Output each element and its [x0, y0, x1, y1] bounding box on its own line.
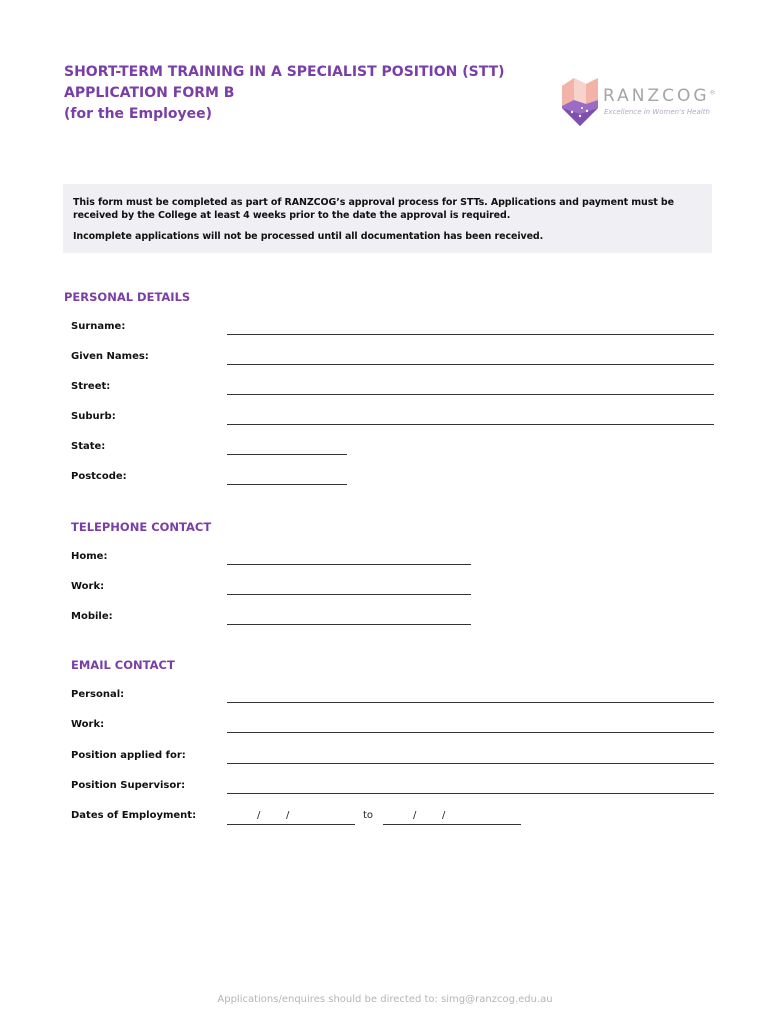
title-line-3: (for the Employee) — [64, 106, 213, 122]
street-field[interactable] — [227, 382, 714, 395]
surname-field[interactable] — [227, 322, 714, 335]
ranzcog-shield-icon — [562, 78, 598, 126]
suburb-field[interactable] — [227, 412, 714, 425]
suburb-label: Suburb: — [71, 411, 116, 422]
end-date-separator-2: / — [442, 810, 446, 821]
personal-details-heading: PERSONAL DETAILS — [64, 290, 191, 304]
telephone-contact-heading: TELEPHONE CONTACT — [71, 520, 212, 534]
instructions-paragraph-2: Incomplete applications will not be processed until all documentation has been received. — [73, 231, 544, 242]
form-title — [64, 62, 505, 125]
work-phone-field[interactable] — [227, 582, 471, 595]
personal-email-field[interactable] — [227, 690, 714, 703]
home-phone-label: Home: — [71, 551, 108, 562]
surname-label: Surname: — [71, 321, 126, 332]
given-names-label: Given Names: — [71, 351, 149, 362]
work-phone-label: Work: — [71, 581, 105, 592]
start-date-separator-1: / — [257, 810, 261, 821]
mobile-phone-field[interactable] — [227, 612, 471, 625]
ranzcog-logo — [562, 78, 716, 126]
logo-tagline: Excellence in Women's Health — [604, 108, 710, 116]
instructions-paragraph-1: This form must be completed as part of RANZCOG’s approval process for STTs. Applications and payment must be received by the College at least 4 weeks prior to the date the approval is required. — [73, 197, 674, 221]
mobile-phone-label: Mobile: — [71, 611, 113, 622]
instructions-box — [63, 184, 712, 253]
position-applied-label: Position applied for: — [71, 750, 186, 761]
title-line-1: SHORT-TERM TRAINING IN A SPECIALIST POSITION (STT) — [64, 64, 505, 80]
work-email-label: Work: — [71, 719, 105, 730]
date-range-to-label: to — [363, 810, 374, 821]
home-phone-field[interactable] — [227, 552, 471, 565]
position-applied-field[interactable] — [227, 751, 714, 764]
personal-email-label: Personal: — [71, 689, 125, 700]
start-date-separator-2: / — [286, 810, 290, 821]
postcode-field[interactable] — [227, 472, 347, 485]
dates-of-employment-label: Dates of Employment: — [71, 810, 197, 821]
street-label: Street: — [71, 381, 111, 392]
position-supervisor-field[interactable] — [227, 781, 714, 794]
start-date-field[interactable] — [227, 812, 355, 825]
footer-contact: Applications/enquires should be directed to: simg@ranzcog.edu.au — [217, 994, 553, 1005]
email-contact-heading: EMAIL CONTACT — [71, 658, 175, 672]
position-supervisor-label: Position Supervisor: — [71, 780, 186, 791]
end-date-separator-1: / — [413, 810, 417, 821]
end-date-field[interactable] — [383, 812, 521, 825]
state-label: State: — [71, 441, 106, 452]
logo-wordmark: RANZCOG® — [603, 86, 716, 106]
work-email-field[interactable] — [227, 720, 714, 733]
postcode-label: Postcode: — [71, 471, 127, 482]
state-field[interactable] — [227, 442, 347, 455]
title-line-2: APPLICATION FORM B — [64, 85, 235, 101]
given-names-field[interactable] — [227, 352, 714, 365]
